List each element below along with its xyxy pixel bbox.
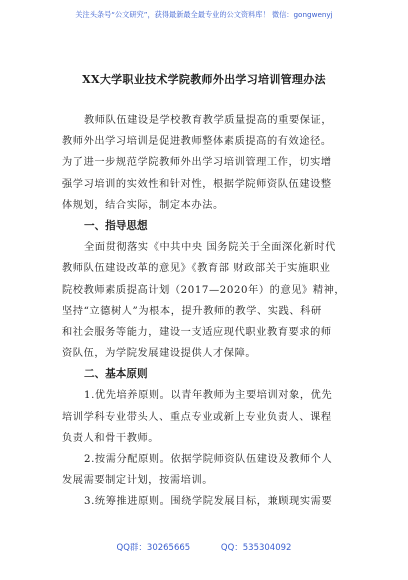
text-line: 培训学科专业带头人、重点专业或新上专业负责人、课程 (62, 411, 332, 423)
footer-contact (0, 541, 408, 553)
intro-paragraph (62, 110, 352, 216)
document-title: XX大学职业技术学院教师外出学习培训管理办法 (82, 73, 326, 86)
text-line: 教师外出学习培训是促进教师整体素质提高的有效途径。 (62, 136, 332, 148)
text-line: 发展需要制定计划，按需培训。 (62, 475, 214, 487)
section-heading-basic-principles: 二、基本原则 (84, 368, 148, 381)
promo-banner: 关注头条号“公文研究”，获得最新最全最专业的公文资料库！ 微信：gongwenyj (75, 10, 333, 19)
text-line: 体规划，结合实际，制定本办法。 (62, 199, 224, 211)
section-heading-guiding-ideology: 一、指导思想 (84, 219, 148, 232)
principle-3-paragraph (62, 491, 352, 512)
principle-1-paragraph (62, 385, 352, 449)
text-line: 负责人和骨干教师。 (62, 432, 160, 444)
text-line: 教师队伍建设改革的意见》《教育部 财政部关于实施职业 (62, 263, 331, 275)
text-line: 全面贯彻落实《中共中央 国务院关于全面深化新时代 (84, 242, 336, 254)
qq-number: QQ：535304092 (220, 543, 292, 553)
text-line: 和社会服务等能力，建设一支适应现代职业教育要求的师 (62, 326, 332, 338)
document-body (62, 110, 352, 513)
text-line: 3.统筹推进原则。围绕学院发展目标，兼顾现实需要 (84, 496, 333, 508)
text-line: 资队伍，为学院发展建设提供人才保障。 (62, 348, 257, 360)
qq-group-number: QQ群：30265665 (116, 543, 191, 553)
text-line: 院校教师素质提高计划（2017—2020年）的意见》精神， (62, 284, 346, 296)
text-line: 强学习培训的实效性和针对性，根据学院师资队伍建设整 (62, 178, 332, 190)
text-line: 2.按需分配原则。依据学院师资队伍建设及教师个人 (84, 454, 333, 465)
guiding-ideology-paragraph (62, 237, 352, 364)
text-line: 为了进一步规范学院教师外出学习培训管理工作，切实增 (62, 157, 332, 169)
text-line: 教师队伍建设是学校教育教学质量提高的重要保证， (84, 115, 333, 126)
principle-2-paragraph (62, 449, 352, 491)
text-line: 1.优先培养原则。以青年教师为主要培训对象，优先 (84, 390, 333, 402)
text-line: 坚持“立德树人”为根本，提升教师的教学、实践、科研 (62, 305, 322, 317)
